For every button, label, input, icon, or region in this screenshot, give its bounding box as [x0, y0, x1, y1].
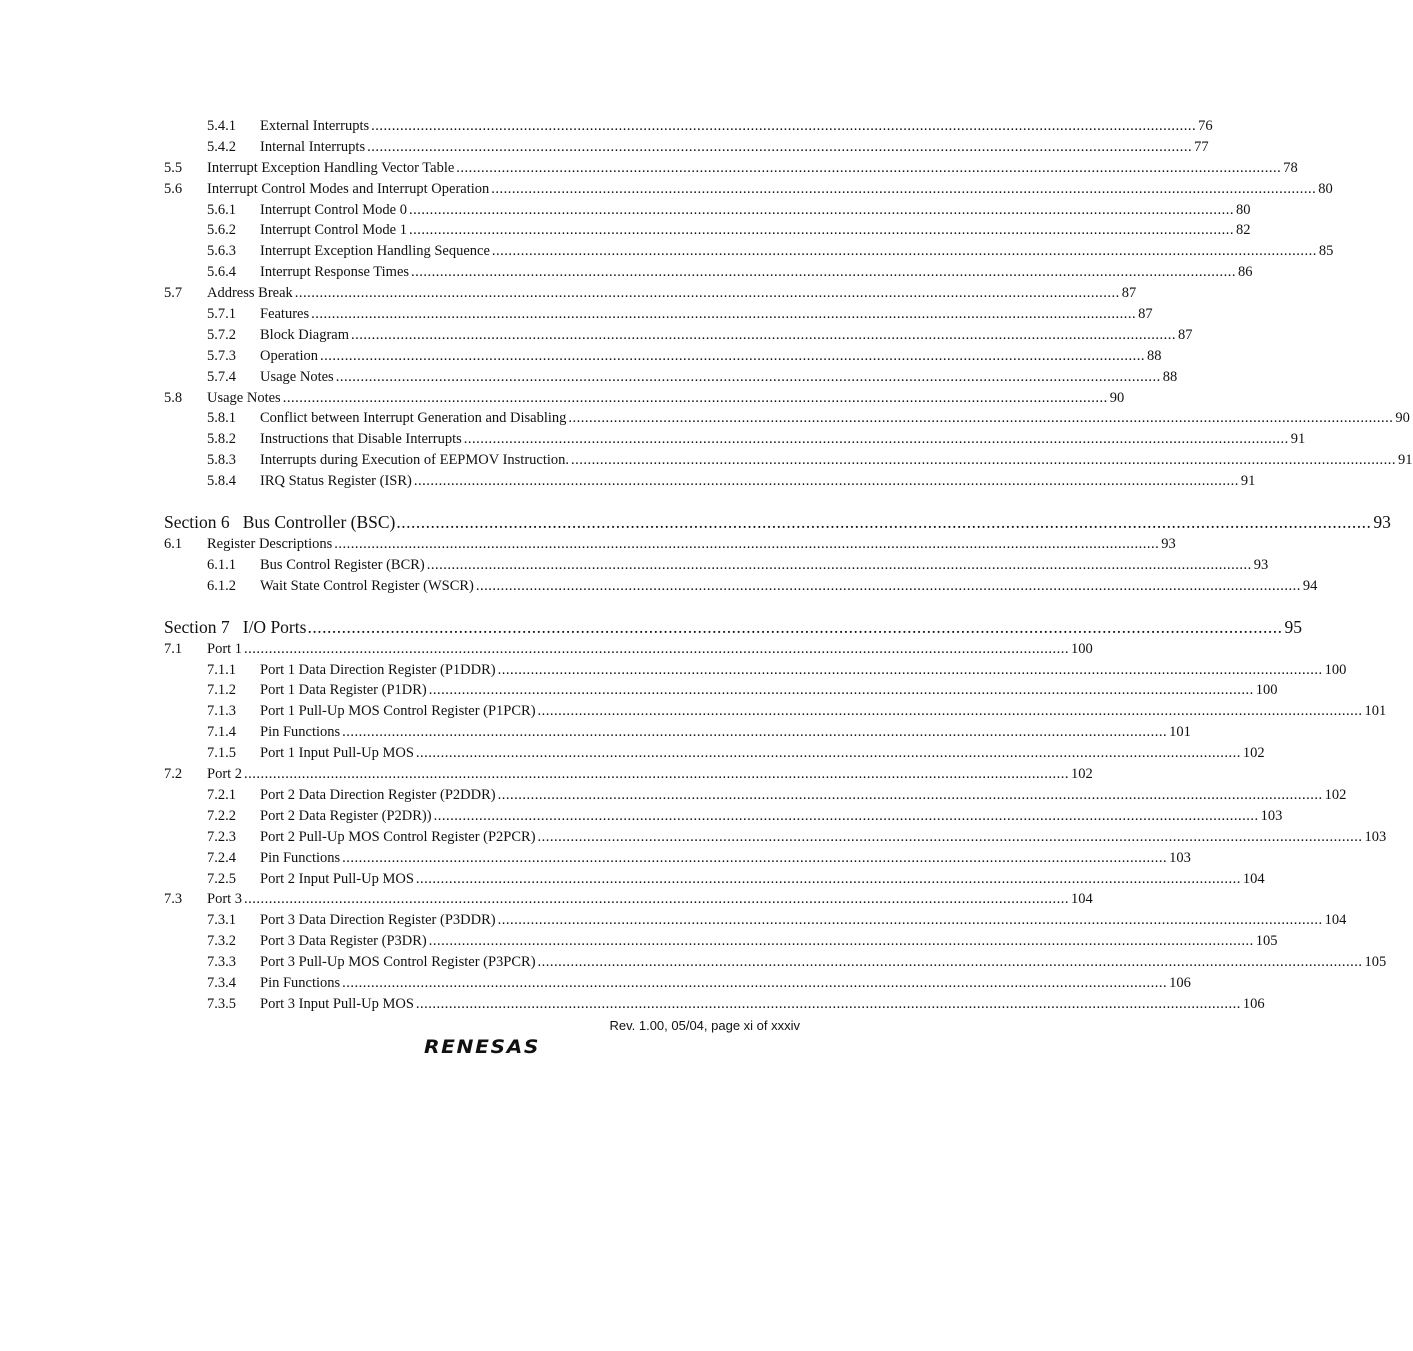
- toc-entry-title: Port 3 Data Direction Register (P3DDR): [260, 910, 498, 931]
- toc-entry: [164, 158, 1298, 179]
- toc-dot-leader: ........................................................................................................................................................................................................: [244, 891, 1070, 908]
- toc-entry-title: Port 3 Data Register (P3DR): [260, 931, 429, 952]
- toc-page-number: 86: [1236, 262, 1253, 283]
- toc-leader-line: [207, 179, 1333, 200]
- toc-entry-title: Port 1 Data Register (P1DR): [260, 680, 429, 701]
- toc-entry: [164, 576, 1318, 597]
- toc-leader-line: [260, 806, 1283, 827]
- toc-entry-title: Operation: [260, 346, 320, 367]
- toc-page-number: 102: [1323, 785, 1347, 806]
- toc-page-number: 102: [1241, 743, 1265, 764]
- toc-page-number: 104: [1323, 910, 1347, 931]
- toc-page-number: 87: [1136, 304, 1153, 325]
- toc-entry: [164, 660, 1347, 681]
- toc-dot-leader: ........................................................................................................................................................................................................: [428, 933, 1254, 950]
- toc-dot-leader: ........................................................................................................................................................................................................: [409, 222, 1234, 239]
- toc-entry: [164, 827, 1387, 848]
- toc-dot-leader: ........................................................................................................................................................................................................: [244, 640, 1070, 657]
- toc-entry-title: Wait State Control Register (WSCR): [260, 576, 476, 597]
- toc-leader-line: [260, 680, 1278, 701]
- toc-entry: [164, 388, 1125, 409]
- toc-entry: [164, 137, 1209, 158]
- toc-entry-number: 7.3.2: [207, 933, 236, 950]
- toc-page-number: 93: [1159, 534, 1176, 555]
- toc-page-number: 80: [1316, 179, 1333, 200]
- toc-entry: [164, 304, 1153, 325]
- toc-dot-leader: ........................................................................................................................................................................................................: [568, 410, 1394, 427]
- toc-leader-line: [260, 241, 1334, 262]
- toc-page-number: 78: [1281, 158, 1298, 179]
- toc-section-heading: [164, 616, 1302, 638]
- toc-leader-line: [260, 973, 1191, 994]
- toc-section-heading: [164, 512, 1391, 533]
- toc-leader-line: [260, 471, 1256, 492]
- toc-page-number: 90: [1393, 408, 1410, 429]
- toc-leader-line: [260, 429, 1306, 450]
- toc-dot-leader: ........................................................................................................................................................................................................: [319, 347, 1145, 364]
- toc-dot-leader: ........................................................................................................................................................................................................: [537, 703, 1363, 720]
- toc-page-number: 94: [1301, 576, 1318, 597]
- toc-page-number: 76: [1196, 116, 1213, 137]
- toc-entry-title: IRQ Status Register (ISR): [260, 471, 414, 492]
- toc-leader-line: [260, 743, 1265, 764]
- toc-entry: [164, 262, 1253, 283]
- toc-entry-title: External Interrupts: [260, 116, 371, 137]
- svg-text:RENESAS: RENESAS: [424, 1036, 540, 1058]
- toc-entry-number: 6.1: [164, 536, 183, 553]
- toc-entry-title: Features: [260, 304, 311, 325]
- toc-entry-title: Pin Functions: [260, 722, 342, 743]
- toc-page-number: 100: [1069, 639, 1093, 660]
- toc-entry-title: Port 2 Data Direction Register (P2DDR): [260, 785, 498, 806]
- toc-dot-leader: ........................................................................................................................................................................................................: [415, 870, 1241, 887]
- toc-entry-title: Interrupt Response Times: [260, 262, 411, 283]
- toc-dot-leader: ........................................................................................................................................................................................................: [311, 306, 1137, 323]
- toc-entry-title: Section 7 I/O Ports: [164, 616, 307, 637]
- toc-entry: [164, 910, 1347, 931]
- toc-dot-leader: ........................................................................................................................................................................................................: [491, 180, 1317, 197]
- toc-entry: [164, 722, 1191, 743]
- toc-entry: [164, 994, 1265, 1015]
- toc-entry: [164, 555, 1269, 576]
- toc-leader-line: [164, 616, 1302, 638]
- toc-leader-line: [207, 283, 1137, 304]
- toc-entry-title: Port 2 Input Pull-Up MOS: [260, 869, 416, 890]
- toc-entry-number: 7.1.5: [207, 745, 236, 762]
- toc-dot-leader: ........................................................................................................................................................................................................: [371, 118, 1197, 134]
- toc-page-number: 103: [1259, 806, 1283, 827]
- toc-entry-title: Pin Functions: [260, 848, 342, 869]
- toc-dot-leader: ........................................................................................................................................................................................................: [433, 807, 1259, 824]
- toc-entry-number: 7.2.3: [207, 828, 236, 845]
- toc-entry-title: Block Diagram: [260, 325, 351, 346]
- toc-entry-title: Usage Notes: [207, 388, 283, 409]
- toc-entry-title: Port 1 Input Pull-Up MOS: [260, 743, 416, 764]
- toc-dot-leader: ........................................................................................................................................................................................................: [342, 974, 1168, 991]
- toc-page-number: 82: [1234, 220, 1251, 241]
- toc-leader-line: [260, 848, 1191, 869]
- toc-page-number: 101: [1363, 701, 1387, 722]
- toc-leader-line: [260, 346, 1162, 367]
- toc-dot-leader: ........................................................................................................................................................................................................: [537, 828, 1363, 845]
- toc-entry-number: 5.8.3: [207, 452, 236, 469]
- toc-entry-title: Port 2: [207, 764, 244, 785]
- toc-page-number: 104: [1241, 869, 1265, 890]
- toc-entry-number: 7.1: [164, 640, 183, 657]
- toc-leader-line: [207, 158, 1298, 179]
- toc-entry-title: Pin Functions: [260, 973, 342, 994]
- toc-entry-number: 7.1.2: [207, 682, 236, 699]
- toc-page-number: 106: [1167, 973, 1191, 994]
- toc-entry-number: 5.6.4: [207, 264, 236, 281]
- toc-entry-number: 6.1.1: [207, 556, 236, 573]
- toc-page-number: 104: [1069, 889, 1093, 910]
- toc-entry-number: 6.1.2: [207, 577, 236, 594]
- toc-dot-leader: ........................................................................................................................................................................................................: [307, 616, 1283, 637]
- toc-entry-number: 5.4.1: [207, 118, 236, 134]
- toc-leader-line: [260, 701, 1387, 722]
- toc-page-number: 87: [1120, 283, 1137, 304]
- toc-leader-line: [260, 869, 1265, 890]
- toc-entry-number: 5.8.1: [207, 410, 236, 427]
- toc-entry-title: Interrupt Exception Handling Sequence: [260, 241, 492, 262]
- toc-entry: [164, 116, 1213, 137]
- toc-entry: [164, 952, 1387, 973]
- toc-leader-line: [260, 304, 1153, 325]
- toc-page-number: 100: [1254, 680, 1278, 701]
- toc-entry-number: 7.3.1: [207, 912, 236, 929]
- toc-page-number: 103: [1363, 827, 1387, 848]
- toc-entry: [164, 408, 1410, 429]
- toc-entry-number: 5.7.1: [207, 306, 236, 323]
- toc-leader-line: [260, 325, 1193, 346]
- toc-dot-leader: ........................................................................................................................................................................................................: [491, 243, 1317, 260]
- toc-page-number: 95: [1284, 616, 1302, 637]
- renesas-logo: [424, 1035, 542, 1057]
- toc-page-number: 85: [1317, 241, 1334, 262]
- toc-entry-number: 7.2.1: [207, 786, 236, 803]
- toc-entry-title: Instructions that Disable Interrupts: [260, 429, 464, 450]
- toc-entry-title: Port 1 Data Direction Register (P1DDR): [260, 660, 498, 681]
- toc-entry-number: 5.8: [164, 389, 183, 406]
- toc-leader-line: [207, 889, 1093, 910]
- toc-dot-leader: ........................................................................................................................................................................................................: [475, 577, 1301, 594]
- toc-entry-title: Usage Notes: [260, 367, 336, 388]
- toc-dot-leader: ........................................................................................................................................................................................................: [282, 389, 1108, 406]
- toc-leader-line: [260, 137, 1209, 158]
- toc-leader-line: [260, 450, 1413, 471]
- toc-leader-line: [164, 512, 1391, 533]
- toc-page-number: 90: [1108, 388, 1125, 409]
- toc-entry-title: Port 1 Pull-Up MOS Control Register (P1PCR): [260, 701, 538, 722]
- toc-dot-leader: ........................................................................................................................................................................................................: [571, 452, 1397, 469]
- toc-dot-leader: ........................................................................................................................................................................................................: [428, 682, 1254, 699]
- toc-entry: [164, 471, 1256, 492]
- toc-dot-leader: ........................................................................................................................................................................................................: [342, 724, 1168, 741]
- toc-entry: [164, 639, 1093, 660]
- toc-entry-title: Bus Control Register (BCR): [260, 555, 427, 576]
- toc-entry-title: Interrupt Control Mode 1: [260, 220, 409, 241]
- toc-entry-title: Interrupts during Execution of EEPMOV Instruction.: [260, 450, 571, 471]
- toc-leader-line: [260, 785, 1347, 806]
- toc-dot-leader: ........................................................................................................................................................................................................: [415, 995, 1241, 1012]
- table-of-contents: [164, 116, 1413, 1015]
- toc-entry-number: 5.5: [164, 159, 183, 176]
- toc-entry-title: Interrupt Control Mode 0: [260, 200, 409, 221]
- toc-leader-line: [260, 910, 1347, 931]
- toc-leader-line: [260, 931, 1278, 952]
- toc-entry-number: 5.6.1: [207, 201, 236, 218]
- toc-leader-line: [260, 660, 1347, 681]
- toc-entry: [164, 764, 1093, 785]
- toc-page-number: 105: [1363, 952, 1387, 973]
- toc-entry-title: Port 2 Pull-Up MOS Control Register (P2PCR): [260, 827, 538, 848]
- toc-leader-line: [260, 262, 1253, 283]
- toc-entry: [164, 680, 1278, 701]
- toc-dot-leader: ........................................................................................................................................................................................................: [426, 556, 1252, 573]
- toc-dot-leader: ........................................................................................................................................................................................................: [244, 766, 1070, 783]
- toc-entry-title: Address Break: [207, 283, 295, 304]
- toc-entry: [164, 200, 1251, 221]
- toc-page-number: 77: [1192, 137, 1209, 158]
- toc-entry: [164, 325, 1193, 346]
- toc-page-number: 102: [1069, 764, 1093, 785]
- toc-entry-title: Conflict between Interrupt Generation and Disabling: [260, 408, 568, 429]
- toc-entry: [164, 429, 1306, 450]
- toc-entry: [164, 931, 1278, 952]
- toc-page-number: 91: [1396, 450, 1413, 471]
- toc-page-number: 103: [1167, 848, 1191, 869]
- toc-leader-line: [207, 388, 1125, 409]
- toc-page-number: 101: [1167, 722, 1191, 743]
- toc-dot-leader: ........................................................................................................................................................................................................: [497, 786, 1323, 803]
- toc-leader-line: [207, 534, 1176, 555]
- toc-page-number: 91: [1239, 471, 1256, 492]
- toc-page-number: 93: [1252, 555, 1269, 576]
- toc-dot-leader: ........................................................................................................................................................................................................: [497, 912, 1323, 929]
- toc-leader-line: [260, 827, 1387, 848]
- toc-entry: [164, 220, 1251, 241]
- toc-entry-title: Port 1: [207, 639, 244, 660]
- toc-page-number: 93: [1373, 512, 1391, 533]
- toc-entry-number: 5.8.2: [207, 431, 236, 448]
- toc-entry-title: Section 6 Bus Controller (BSC): [164, 512, 396, 533]
- toc-dot-leader: ........................................................................................................................................................................................................: [396, 512, 1372, 533]
- toc-entry: [164, 701, 1387, 722]
- toc-page-number: 80: [1234, 200, 1251, 221]
- toc-dot-leader: ........................................................................................................................................................................................................: [497, 661, 1323, 678]
- toc-dot-leader: ........................................................................................................................................................................................................: [342, 849, 1168, 866]
- toc-entry-title: Interrupt Exception Handling Vector Table: [207, 158, 456, 179]
- toc-entry: [164, 785, 1347, 806]
- toc-page-number: 100: [1323, 660, 1347, 681]
- toc-entry-number: 7.3.3: [207, 954, 236, 971]
- toc-leader-line: [260, 200, 1251, 221]
- toc-entry-number: 7.3.5: [207, 995, 236, 1012]
- toc-entry-number: 7.3: [164, 891, 183, 908]
- toc-dot-leader: ........................................................................................................................................................................................................: [456, 159, 1282, 176]
- toc-entry-title: Port 3 Pull-Up MOS Control Register (P3PCR): [260, 952, 538, 973]
- toc-entry: [164, 450, 1413, 471]
- toc-entry-number: 5.7.4: [207, 368, 236, 385]
- toc-page-number: 105: [1254, 931, 1278, 952]
- toc-entry: [164, 241, 1334, 262]
- toc-page-number: 88: [1161, 367, 1178, 388]
- toc-leader-line: [260, 220, 1251, 241]
- toc-entry-title: Port 3 Input Pull-Up MOS: [260, 994, 416, 1015]
- toc-entry-title: Internal Interrupts: [260, 137, 367, 158]
- toc-page-number: 88: [1145, 346, 1162, 367]
- toc-entry-number: 7.2.2: [207, 807, 236, 824]
- toc-entry: [164, 889, 1093, 910]
- toc-entry: [164, 743, 1265, 764]
- toc-entry-number: 5.6: [164, 180, 183, 197]
- toc-entry: [164, 869, 1265, 890]
- toc-entry-number: 5.6.2: [207, 222, 236, 239]
- toc-leader-line: [260, 555, 1269, 576]
- toc-leader-line: [260, 722, 1191, 743]
- toc-dot-leader: ........................................................................................................................................................................................................: [413, 473, 1239, 490]
- toc-page-number: 91: [1289, 429, 1306, 450]
- toc-dot-leader: ........................................................................................................................................................................................................: [294, 285, 1120, 302]
- toc-leader-line: [260, 116, 1213, 137]
- toc-leader-line: [260, 952, 1387, 973]
- toc-entry-number: 7.2.5: [207, 870, 236, 887]
- toc-dot-leader: ........................................................................................................................................................................................................: [537, 954, 1363, 971]
- toc-page-number: 106: [1241, 994, 1265, 1015]
- toc-dot-leader: ........................................................................................................................................................................................................: [409, 201, 1234, 218]
- toc-entry-number: 5.8.4: [207, 473, 236, 490]
- toc-dot-leader: ........................................................................................................................................................................................................: [411, 264, 1237, 281]
- toc-entry-title: Port 3: [207, 889, 244, 910]
- toc-entry-title: Register Descriptions: [207, 534, 334, 555]
- toc-leader-line: [260, 408, 1410, 429]
- toc-leader-line: [260, 367, 1178, 388]
- toc-dot-leader: ........................................................................................................................................................................................................: [463, 431, 1289, 448]
- toc-entry-number: 7.3.4: [207, 974, 236, 991]
- toc-entry-number: 5.7.2: [207, 326, 236, 343]
- page-footer-revision: Rev. 1.00, 05/04, page xi of xxxiv: [609, 1018, 800, 1033]
- toc-dot-leader: ........................................................................................................................................................................................................: [351, 326, 1176, 343]
- toc-entry-title: Port 2 Data Register (P2DR)): [260, 806, 434, 827]
- toc-dot-leader: ........................................................................................................................................................................................................: [334, 536, 1160, 553]
- toc-entry-number: 7.1.4: [207, 724, 236, 741]
- toc-leader-line: [260, 576, 1318, 597]
- toc-entry: [164, 848, 1191, 869]
- toc-entry-number: 5.7: [164, 285, 183, 302]
- toc-leader-line: [207, 764, 1093, 785]
- toc-entry: [164, 179, 1333, 200]
- toc-entry: [164, 973, 1191, 994]
- toc-page-number: 87: [1176, 325, 1193, 346]
- toc-entry: [164, 806, 1283, 827]
- toc-entry-title: Interrupt Control Modes and Interrupt Operation: [207, 179, 491, 200]
- toc-leader-line: [260, 994, 1265, 1015]
- toc-entry-number: 5.4.2: [207, 138, 236, 155]
- toc-entry-number: 7.2.4: [207, 849, 236, 866]
- toc-entry: [164, 367, 1178, 388]
- toc-entry-number: 7.1.3: [207, 703, 236, 720]
- toc-entry-number: 5.7.3: [207, 347, 236, 364]
- toc-entry: [164, 346, 1162, 367]
- toc-dot-leader: ........................................................................................................................................................................................................: [335, 368, 1161, 385]
- toc-leader-line: [207, 639, 1093, 660]
- toc-dot-leader: ........................................................................................................................................................................................................: [415, 745, 1241, 762]
- toc-dot-leader: ........................................................................................................................................................................................................: [367, 138, 1193, 155]
- toc-entry-number: 5.6.3: [207, 243, 236, 260]
- toc-entry-number: 7.2: [164, 766, 183, 783]
- toc-entry-number: 7.1.1: [207, 661, 236, 678]
- toc-entry: [164, 283, 1137, 304]
- toc-entry: [164, 534, 1176, 555]
